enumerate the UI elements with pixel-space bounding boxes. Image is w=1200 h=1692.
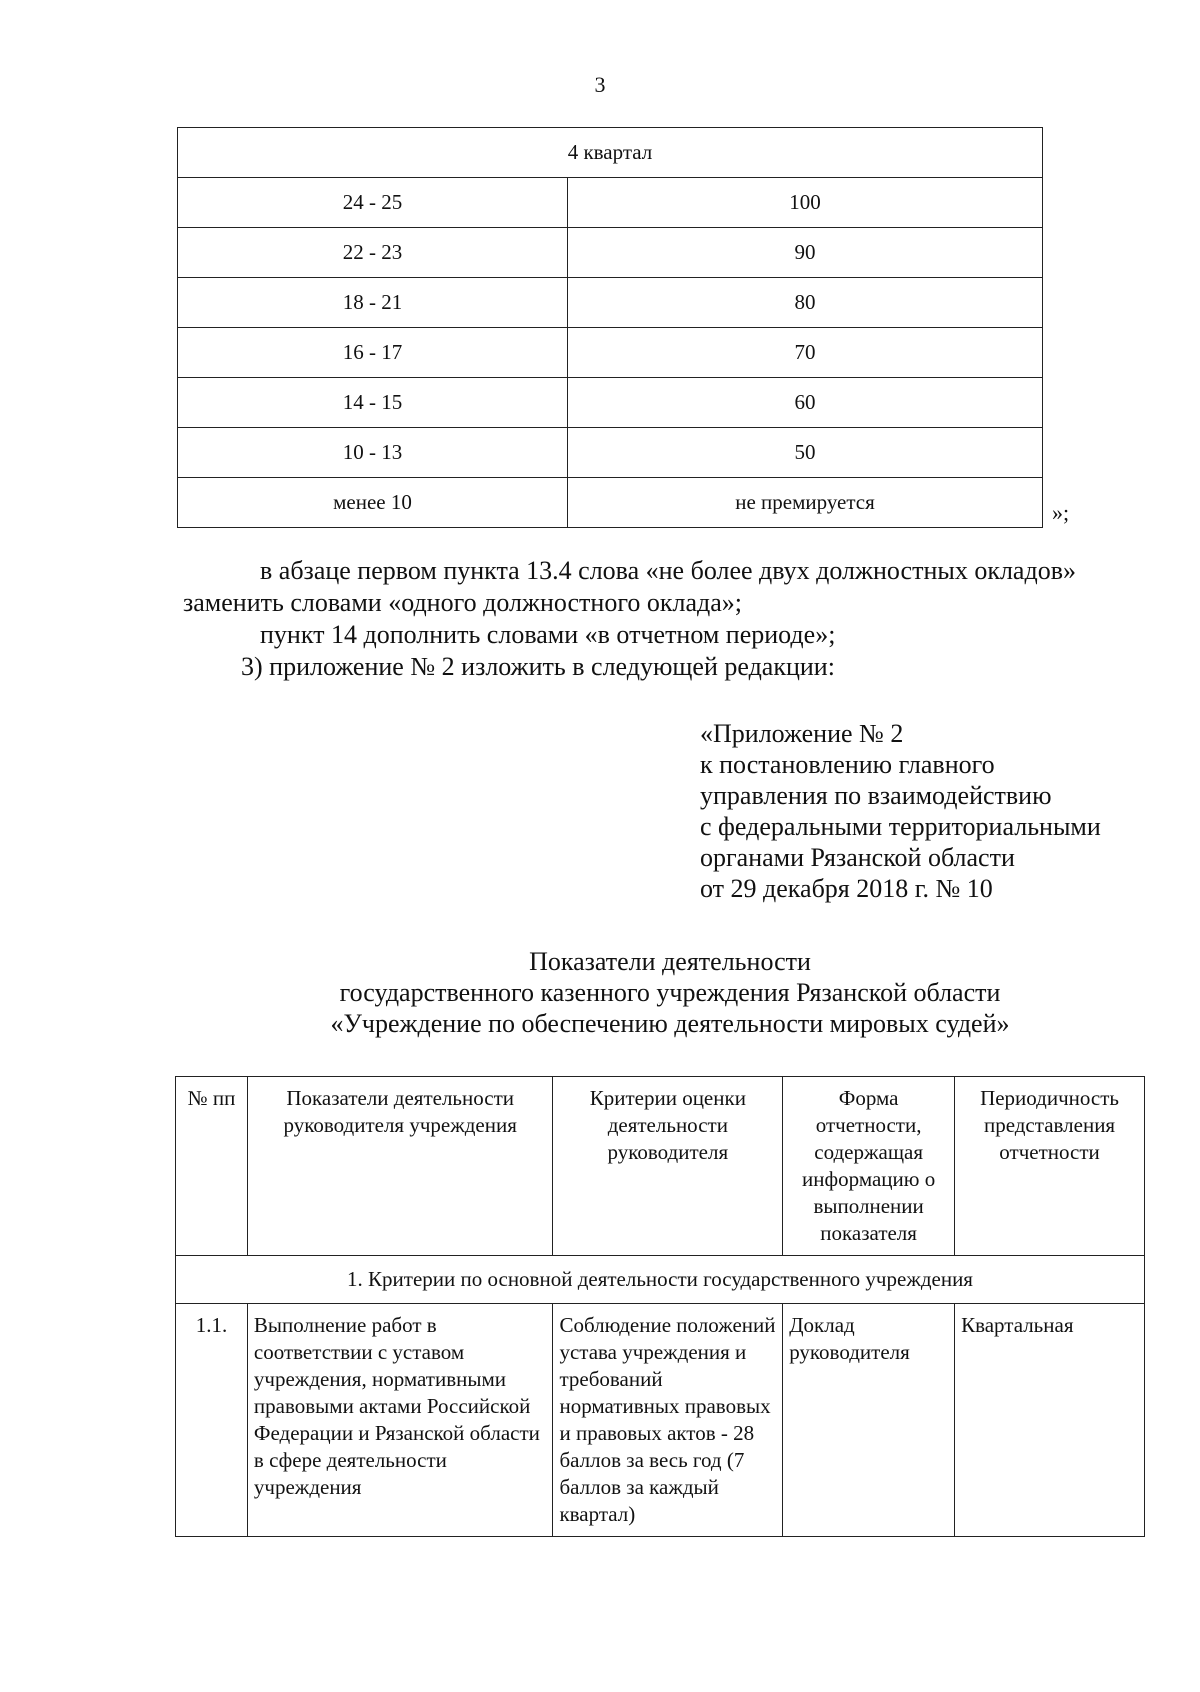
heading-line: Показатели деятельности: [529, 947, 811, 976]
appendix-line: органами Рязанской области: [700, 843, 1015, 872]
table-row: [178, 378, 1043, 428]
col-header-criteria: Критерии оценки деятельности руководителя: [553, 1077, 783, 1256]
section-row: [176, 1256, 1145, 1304]
appendix-line: управления по взаимодействию: [700, 781, 1052, 810]
col-header-form: Форма отчетности, содержащая информацию о выполнении показателя: [783, 1077, 955, 1256]
quarter-bonus-table: [177, 127, 1043, 528]
row-number: 1.1.: [176, 1304, 248, 1537]
score-range: 24 - 25: [178, 178, 568, 228]
score-range: менее 10: [178, 478, 568, 528]
table-header-row: [176, 1077, 1145, 1256]
score-range: 22 - 23: [178, 228, 568, 278]
bonus-percent: 90: [568, 228, 1043, 278]
score-range: 14 - 15: [178, 378, 568, 428]
indicator-cell: Выполнение работ в соответствии с уставом учреждения, нормативными правовыми актами Российской Федерации и Рязанской области в сфере деятельности учреждения: [247, 1304, 553, 1537]
page-number: 3: [594, 72, 606, 97]
period-cell: Квартальная: [955, 1304, 1145, 1537]
appendix-line: от 29 декабря 2018 г. № 10: [700, 874, 993, 903]
table-row: [178, 478, 1043, 528]
table-row: [178, 328, 1043, 378]
table-row: [178, 428, 1043, 478]
form-cell: Доклад руководителя: [783, 1304, 955, 1537]
table-row: [178, 178, 1043, 228]
heading-line: государственного казенного учреждения Рязанской области: [339, 978, 1001, 1007]
table-header-row: [178, 128, 1043, 178]
appendix-line: к постановлению главного: [700, 750, 995, 779]
col-header-period: Периодичность представления отчетности: [955, 1077, 1145, 1256]
bonus-percent: 100: [568, 178, 1043, 228]
section-title: 1. Критерии по основной деятельности государственного учреждения: [176, 1256, 1145, 1304]
appendix-line: с федеральными территориальными: [700, 812, 1101, 841]
document-heading: [0, 946, 1200, 1039]
score-range: 16 - 17: [178, 328, 568, 378]
quarter-header: 4 квартал: [178, 128, 1043, 178]
paragraph-line: 3) приложение № 2 изложить в следующей редакции:: [241, 652, 835, 681]
bonus-percent: 80: [568, 278, 1043, 328]
closing-quote: »;: [1052, 500, 1070, 525]
heading-line: «Учреждение по обеспечению деятельности мировых судей»: [330, 1009, 1010, 1038]
col-header-indicators: Показатели деятельности руководителя учреждения: [247, 1077, 553, 1256]
bonus-percent: 50: [568, 428, 1043, 478]
criteria-cell: Соблюдение положений устава учреждения и требований нормативных правовых и правовых актов - 28 баллов за весь год (7 баллов за каждый квартал): [553, 1304, 783, 1537]
bonus-percent: не премируется: [568, 478, 1043, 528]
col-header-num: № пп: [176, 1077, 248, 1256]
paragraph-line: пункт 14 дополнить словами «в отчетном периоде»;: [260, 620, 836, 649]
bonus-percent: 70: [568, 328, 1043, 378]
table-row: [178, 228, 1043, 278]
table-row: [176, 1304, 1145, 1537]
score-range: 18 - 21: [178, 278, 568, 328]
indicators-table: [175, 1076, 1145, 1537]
paragraph-line: заменить словами «одного должностного оклада»;: [183, 588, 742, 617]
appendix-line: «Приложение № 2: [700, 719, 904, 748]
table-row: [178, 278, 1043, 328]
bonus-percent: 60: [568, 378, 1043, 428]
paragraph-line: в абзаце первом пункта 13.4 слова «не более двух должностных окладов»: [260, 556, 1076, 585]
score-range: 10 - 13: [178, 428, 568, 478]
appendix-reference: [700, 718, 1101, 904]
